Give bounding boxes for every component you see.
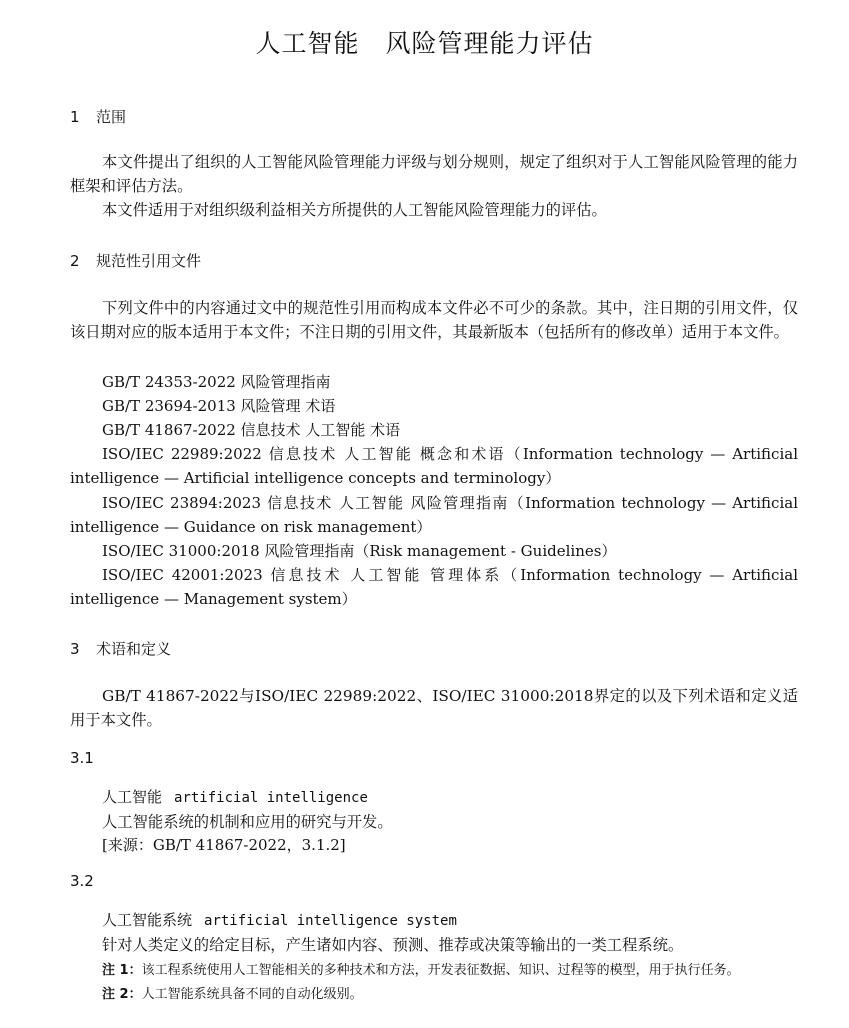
term-en: artificial intelligence (174, 790, 368, 806)
reference-item: GB/T 24353-2022 风险管理指南 (102, 373, 331, 391)
note-text: 该工程系统使用人工智能相关的多种技术和方法，开发表征数据、知识、过程等的模型，用于执行任务。 (141, 963, 740, 978)
section-3-heading: 3 术语和定义 (70, 640, 172, 658)
note-label: 注 2： (102, 987, 142, 1002)
term-number: 3.1 (70, 749, 94, 767)
term-definition: 人工智能系统的机制和应用的研究与开发。 (102, 813, 393, 831)
term-definition: 针对人类定义的给定目标，产生诸如内容、预测、推荐或决策等输出的一类工程系统。 (102, 936, 684, 954)
term-note (102, 959, 740, 978)
reference-item: ISO/IEC 22989:2022 信息技术 人工智能 概念和术语（Information technology — Artificial intelligence — Artificial intelligence concepts and terminology） (70, 445, 798, 487)
term-note (102, 983, 363, 1002)
section-1-heading: 1 范围 (70, 108, 127, 126)
section-3-intro: GB/T 41867-2022与ISO/IEC 22989:2022、ISO/IEC 31000:2018界定的以及下列术语和定义适用于本文件。 (70, 687, 798, 729)
document-title (0, 24, 849, 60)
term-heading (102, 909, 457, 930)
term-en: artificial intelligence system (204, 913, 457, 929)
title-part-1: 人工智能 (255, 29, 360, 58)
reference-item: ISO/IEC 23894:2023 信息技术 人工智能 风险管理指南（Information technology — Artificial intelligence — Guidance on risk management） (70, 494, 798, 536)
note-text: 人工智能系统具备不同的自动化级别。 (141, 987, 363, 1002)
section-1-paragraph-2: 本文件适用于对组织级利益相关方所提供的人工智能风险管理能力的评估。 (102, 201, 607, 219)
term-heading (102, 786, 368, 807)
section-2-intro: 下列文件中的内容通过文中的规范性引用而构成本文件必不可少的条款。其中，注日期的引用文件，仅该日期对应的版本适用于本文件；不注日期的引用文件，其最新版本（包括所有的修改单）适用于本文件。 (70, 299, 798, 341)
reference-item: ISO/IEC 42001:2023 信息技术 人工智能 管理体系（Information technology — Artificial intelligence — Management system） (70, 566, 798, 608)
note-label: 注 1： (102, 963, 142, 978)
term-zh: 人工智能系统 (102, 911, 193, 929)
term-zh: 人工智能 (102, 788, 163, 806)
reference-item: GB/T 41867-2022 信息技术 人工智能 术语 (102, 421, 401, 439)
section-2-heading: 2 规范性引用文件 (70, 252, 202, 270)
term-source: [来源：GB/T 41867-2022，3.1.2] (102, 836, 346, 854)
title-part-2: 风险管理能力评估 (385, 29, 594, 58)
section-1-paragraph-1: 本文件提出了组织的人工智能风险管理能力评级与划分规则，规定了组织对于人工智能风险管理的能力框架和评估方法。 (70, 153, 798, 195)
term-number: 3.2 (70, 872, 94, 890)
reference-item: ISO/IEC 31000:2018 风险管理指南（Risk management - Guidelines） (102, 542, 617, 560)
reference-item: GB/T 23694-2013 风险管理 术语 (102, 397, 336, 415)
